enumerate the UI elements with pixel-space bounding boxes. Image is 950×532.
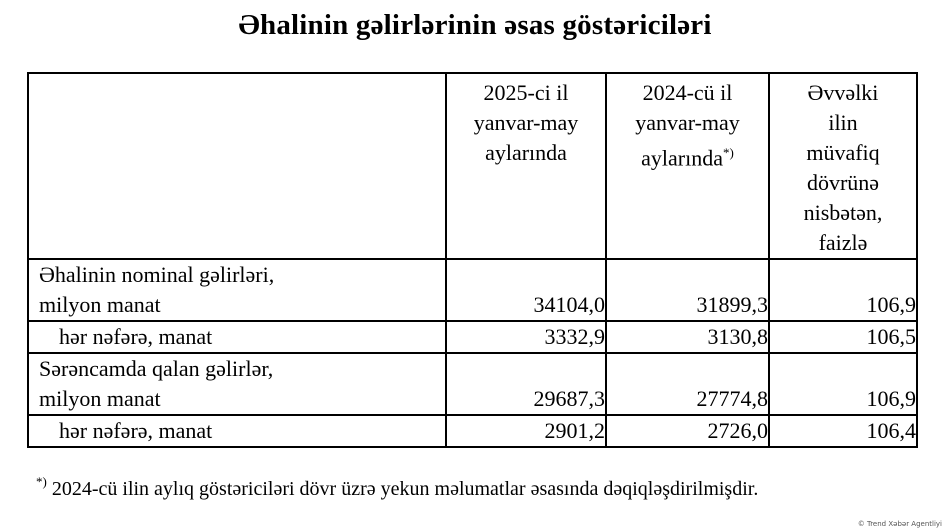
value-2025-cell	[446, 415, 606, 447]
value-2025: 2901,2	[544, 418, 605, 443]
percent-cell	[769, 353, 917, 415]
value-2025: 29687,3	[533, 386, 605, 411]
table-row	[28, 321, 917, 353]
value-2024-cell	[606, 321, 769, 353]
footnote-text: 2024-cü ilin aylıq göstəriciləri dövr üzrə yekun məlumatlar əsasında dəqiqləşdirilmişdir.	[46, 478, 759, 500]
value-2025-cell	[446, 353, 606, 415]
header-percent-text: Əvvəlki ilin müvafiq dövrünə nisbətən, faizlə	[803, 80, 883, 255]
header-2024-footnote-mark: *)	[723, 145, 734, 160]
percent-value: 106,5	[866, 324, 916, 349]
footnote-mark: *)	[36, 474, 47, 489]
value-2024: 3130,8	[707, 324, 768, 349]
percent-cell	[769, 415, 917, 447]
value-2024-cell	[606, 259, 769, 321]
value-2025: 3332,9	[544, 324, 605, 349]
income-indicators-table	[27, 72, 918, 448]
value-2025: 34104,0	[533, 292, 605, 317]
row-label: Sərəncamda qalan gəlirlər, milyon manat	[39, 356, 274, 411]
row-label-cell	[28, 259, 446, 321]
percent-cell	[769, 259, 917, 321]
row-label-cell	[28, 415, 446, 447]
value-2025-cell	[446, 321, 606, 353]
row-label: Əhalinin nominal gəlirləri, milyon manat	[39, 262, 275, 317]
header-cell-empty	[28, 73, 446, 259]
table-row	[28, 415, 917, 447]
value-2024: 27774,8	[696, 386, 768, 411]
value-2025-cell	[446, 259, 606, 321]
header-2024-text: 2024-cü il yanvar-may aylarında	[635, 80, 740, 171]
value-2024-cell	[606, 415, 769, 447]
header-cell-2025	[446, 73, 606, 259]
row-label-cell	[28, 321, 446, 353]
header-2025-text: 2025-ci il yanvar-may aylarında	[473, 80, 579, 165]
row-label: hər nəfərə, manat	[59, 418, 213, 443]
header-2024-wrap	[607, 74, 768, 173]
percent-value: 106,4	[866, 418, 916, 443]
percent-value: 106,9	[866, 386, 916, 411]
value-2024: 2726,0	[707, 418, 768, 443]
table-header-row	[28, 73, 917, 259]
table-row	[28, 259, 917, 321]
row-label-cell	[28, 353, 446, 415]
header-cell-percent	[769, 73, 917, 259]
watermark: © Trend Xəbər Agentliyi	[857, 520, 942, 528]
percent-cell	[769, 321, 917, 353]
value-2024-cell	[606, 353, 769, 415]
percent-value: 106,9	[866, 292, 916, 317]
row-label: hər nəfərə, manat	[59, 324, 213, 349]
footnote	[36, 474, 759, 501]
header-cell-2024	[606, 73, 769, 259]
value-2024: 31899,3	[696, 292, 768, 317]
page-title: Əhalinin gəlirlərinin əsas göstəriciləri	[238, 9, 712, 41]
table-row	[28, 353, 917, 415]
